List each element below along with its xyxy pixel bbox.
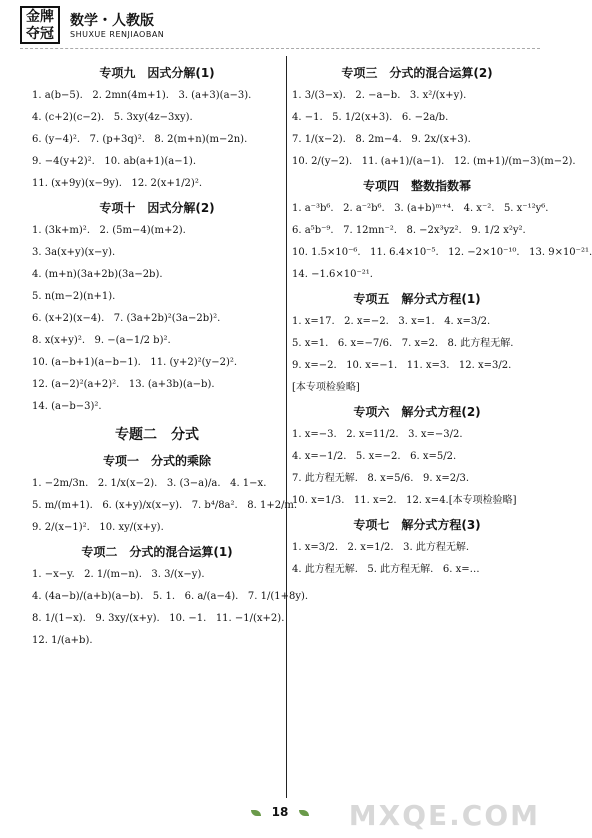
answer-line: 10. (a−b+1)(a−b−1). 11. (y+2)²(y−2)². bbox=[32, 357, 238, 368]
section-heading: 专项六 解分式方程(2) bbox=[353, 405, 481, 419]
answer-line: 12. (a−2)²(a+2)². 13. (a+3b)(a−b). bbox=[32, 379, 215, 390]
answer-line: 3. 3a(x+y)(x−y). bbox=[32, 247, 116, 258]
subject-title: 数学・人教版 bbox=[70, 13, 154, 29]
answer-line: 10. x=1/3. 11. x=2. 12. x=4.[本专项检验略] bbox=[292, 495, 517, 506]
subject-pinyin: SHUXUE RENJIAOBAN bbox=[70, 30, 165, 39]
answer-line: 1. a(b−5). 2. 2mn(4m+1). 3. (a+3)(a−3). bbox=[32, 90, 252, 101]
header-divider bbox=[20, 48, 540, 49]
answer-line: 14. (a−b−3)². bbox=[32, 401, 102, 412]
page-header bbox=[20, 6, 320, 46]
answer-line: 9. 2/(x−1)². 10. xy/(x+y). bbox=[32, 522, 164, 533]
answer-line: 1. 3/(3−x). 2. −a−b. 3. x²/(x+y). bbox=[292, 90, 467, 101]
section-heading: 专项三 分式的混合运算(2) bbox=[341, 66, 493, 80]
column-divider bbox=[286, 56, 287, 798]
logo-top-text: 金牌 bbox=[26, 9, 54, 25]
page-number: 18 bbox=[271, 805, 289, 819]
leaf-icon bbox=[251, 810, 261, 816]
section-heading: 专项七 解分式方程(3) bbox=[353, 518, 481, 532]
leaf-icon bbox=[299, 810, 309, 816]
logo-bottom-text: 夺冠 bbox=[26, 26, 54, 42]
answer-line: 4. (c+2)(c−2). 5. 3xy(4z−3xy). bbox=[32, 112, 193, 123]
answer-line: 1. x=−3. 2. x=11/2. 3. x=−3/2. bbox=[292, 429, 463, 440]
section-heading: 专项二 分式的混合运算(1) bbox=[81, 545, 233, 559]
left-column bbox=[32, 58, 309, 656]
answer-line: 1. a⁻³b⁶. 2. a⁻²b⁶. 3. (a+b)ᵐ⁺⁴. 4. x⁻². 5. x⁻¹²y⁶. bbox=[292, 203, 549, 214]
answer-line: 8. x(x+y)². 9. −(a−1/2 b)². bbox=[32, 335, 171, 346]
answer-line: 11. (x+9y)(x−9y). 12. 2(x+1/2)². bbox=[32, 178, 203, 189]
answer-line: 10. 2/(y−2). 11. (a+1)/(a−1). 12. (m+1)/(m−3)(m−2). bbox=[292, 156, 576, 167]
answer-line: 9. −4(y+2)². 10. ab(a+1)(a−1). bbox=[32, 156, 197, 167]
answer-line: 6. (x+2)(x−4). 7. (3a+2b)²(3a−2b)². bbox=[32, 313, 221, 324]
answer-line: 4. (m+n)(3a+2b)(3a−2b). bbox=[32, 269, 163, 280]
section-heading: 专项四 整数指数幂 bbox=[362, 179, 471, 193]
brand-logo bbox=[20, 6, 60, 44]
note-text: [本专项检验略] bbox=[292, 382, 360, 393]
right-column bbox=[292, 58, 592, 585]
section-heading: 专项五 解分式方程(1) bbox=[353, 292, 481, 306]
answer-line: 5. x=1. 6. x=−7/6. 7. x=2. 8. 此方程无解. bbox=[292, 338, 514, 349]
answer-line: 12. 1/(a+b). bbox=[32, 635, 93, 646]
section-heading: 专项九 因式分解(1) bbox=[99, 66, 215, 80]
answer-line: 8. 1/(1−x). 9. 3xy/(x+y). 10. −1. 11. −1/(x+2). bbox=[32, 613, 285, 624]
answer-line: 5. m/(m+1). 6. (x+y)/x(x−y). 7. b⁴/8a². 8. 1+2/m. bbox=[32, 500, 298, 511]
answer-line: 7. 此方程无解. 8. x=5/6. 9. x=2/3. bbox=[292, 473, 469, 484]
chapter-heading: 专题二 分式 bbox=[115, 427, 199, 443]
answer-line: 1. x=17. 2. x=−2. 3. x=1. 4. x=3/2. bbox=[292, 316, 491, 327]
answer-line: 1. x=3/2. 2. x=1/2. 3. 此方程无解. bbox=[292, 542, 469, 553]
answer-line: 1. (3k+m)². 2. (5m−4)(m+2). bbox=[32, 225, 186, 236]
answer-line: 4. 此方程无解. 5. 此方程无解. 6. x=… bbox=[292, 564, 480, 575]
answer-line: 4. −1. 5. 1/2(x+3). 6. −2a/b. bbox=[292, 112, 449, 123]
answer-line: 1. −x−y. 2. 1/(m−n). 3. 3/(x−y). bbox=[32, 569, 205, 580]
answer-line: 4. x=−1/2. 5. x=−2. 6. x=5/2. bbox=[292, 451, 457, 462]
answer-line: 5. n(m−2)(n+1). bbox=[32, 291, 116, 302]
answer-line: 10. 1.5×10⁻⁶. 11. 6.4×10⁻⁵. 12. −2×10⁻¹⁰. 13. 9×10⁻²¹. bbox=[292, 247, 592, 258]
answer-line: 9. x=−2. 10. x=−1. 11. x=3. 12. x=3/2. bbox=[292, 360, 512, 371]
watermark: MXQE.COM bbox=[348, 799, 540, 832]
answer-line: 4. (4a−b)/(a+b)(a−b). 5. 1. 6. a/(a−4). 7. 1/(1+8y). bbox=[32, 591, 309, 602]
answer-line: 7. 1/(x−2). 8. 2m−4. 9. 2x/(x+3). bbox=[292, 134, 471, 145]
section-heading: 专项十 因式分解(2) bbox=[99, 201, 215, 215]
section-heading: 专项一 分式的乘除 bbox=[102, 454, 211, 468]
answer-line: 6. (y−4)². 7. (p+3q)². 8. 2(m+n)(m−2n). bbox=[32, 134, 248, 145]
answer-line: 14. −1.6×10⁻²¹. bbox=[292, 269, 373, 280]
answer-line: 1. −2m/3n. 2. 1/x(x−2). 3. (3−a)/a. 4. 1−x. bbox=[32, 478, 267, 489]
answer-line: 6. a⁵b⁻⁹. 7. 12mn⁻². 8. −2x³yz². 9. 1/2 x²y². bbox=[292, 225, 526, 236]
